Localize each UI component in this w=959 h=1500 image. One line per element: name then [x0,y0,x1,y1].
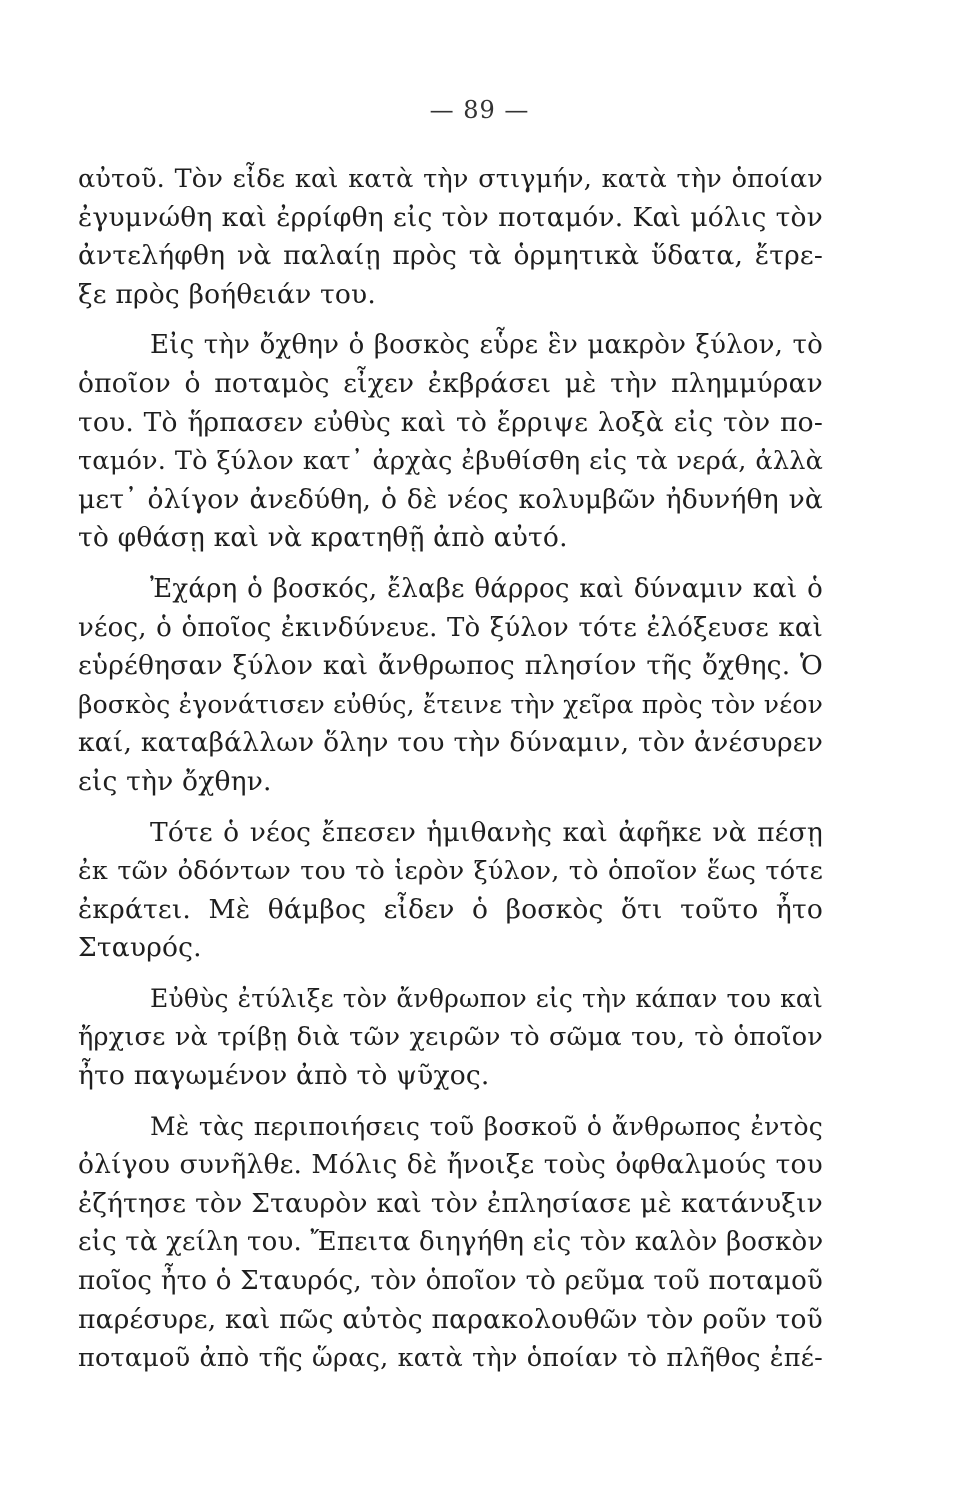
text-line: ποῖος ἦτο ὁ Σταυρός, τὸν ὁποῖον τὸ ρεῦμα τοῦ ποταμοῦ [78,1266,823,1297]
text-line: Τότε ὁ νέος ἔπεσεν ἡμιθανὴς καὶ ἀφῆκε νὰ πέσῃ [150,816,823,848]
text-line: παρέσυρε, καὶ πῶς αὐτὸς παρακολουθῶν τὸν ροῦν τοῦ [78,1303,823,1335]
paragraph [78,160,823,314]
text-line: ἐκράτει. Μὲ θάμβος εἶδεν ὁ βοσκὸς ὅτι τοῦτο ἦτο [78,893,823,925]
body-text [78,160,823,1378]
text-line: ἀντελήφθη νὰ παλαίῃ πρὸς τὰ ὁρμητικὰ ὕδατα, ἔτρε- [78,240,823,272]
text-line: τὸ φθάσῃ καὶ νὰ κρατηθῇ ἀπὸ αὐτό. [78,522,568,554]
text-line: Εἰς τὴν ὄχθην ὁ βοσκὸς εὗρε ἓν μακρὸν ξύλον, τὸ [150,330,823,361]
paragraph [78,326,823,558]
text-line: εἰς τὴν ὄχθην. [78,765,272,797]
text-line: καί, καταβάλλων ὅλην του τὴν δύναμιν, τὸν ἀνέσυρεν [78,727,823,759]
text-line: ἤρχισε νὰ τρίβῃ διὰ τῶν χειρῶν τὸ σῶμα του, τὸ ὁποῖον [78,1022,823,1053]
paragraph [78,570,823,802]
text-line: ξε πρὸς βοήθειάν του. [78,278,376,310]
text-line: ὁποῖον ὁ ποταμὸς εἶχεν ἐκβράσει μὲ τὴν πλημμύραν [78,367,823,399]
text-line: εἰς τὰ χείλη του. Ἔπειτα διηγήθη εἰς τὸν καλὸν βοσκὸν [78,1227,824,1258]
text-line: βοσκὸς ἐγονάτισεν εὐθύς, ἔτεινε τὴν χεῖρα πρὸς τὸν νέον [78,689,823,719]
page-number: — 89 — [429,96,530,124]
text-line: αὐτοῦ. Τὸν εἶδε καὶ κατὰ τὴν στιγμήν, κατὰ τὴν ὁποίαν [78,164,823,194]
text-line: ἐζήτησε τὸν Σταυρὸν καὶ τὸν ἐπλησίασε μὲ κατάνυξιν [78,1187,823,1219]
paragraph [78,1108,823,1378]
text-line: ὀλίγου συνῆλθε. Μόλις δὲ ἤνοιξε τοὺς ὀφθαλμούς του [78,1149,823,1181]
text-line: μετ᾽ ὀλίγον ἀνεδύθη, ὁ δὲ νέος κολυμβῶν ἠδυνήθη νὰ [78,483,823,515]
text-line: ἐγυμνώθη καὶ ἐρρίφθη εἰς τὸν ποταμόν. Καὶ μόλις τὸν [78,201,823,233]
text-line: ἐκ τῶν ὀδόντων του τὸ ἱερὸν ξύλον, τὸ ὁποῖον ἕως τότε [78,856,823,887]
text-line: νέος, ὁ ὁποῖος ἐκινδύνευε. Τὸ ξύλον τότε ἐλόξευσε καὶ [78,612,823,643]
text-line: Σταυρός. [78,932,202,964]
paragraph [78,814,823,968]
text-line: ποταμοῦ ἀπὸ τῆς ὥρας, κατὰ τὴν ὁποίαν τὸ πλῆθος ἐπέ- [78,1343,823,1374]
text-line: εὑρέθησαν ξύλον καὶ ἄνθρωπος πλησίον τῆς ὄχθης. Ὁ [78,650,823,682]
text-line: ἦτο παγωμένον ἀπὸ τὸ ψῦχος. [78,1060,490,1092]
text-line: του. Τὸ ἥρπασεν εὐθὺς καὶ τὸ ἔρριψε λοξὰ εἰς τὸν πο- [78,406,823,438]
paragraph [78,980,823,1096]
text-line: Μὲ τὰς περιποιήσεις τοῦ βοσκοῦ ὁ ἄνθρωπος ἐντὸς [150,1111,823,1141]
text-line: Εὐθὺς ἐτύλιξε τὸν ἄνθρωπον εἰς τὴν κάπαν του καὶ [150,983,823,1013]
text-line: ταμόν. Τὸ ξύλον κατ᾽ ἀρχὰς ἐβυθίσθη εἰς τὰ νερά, ἀλλὰ [78,446,823,477]
text-line: Ἐχάρη ὁ βοσκός, ἔλαβε θάρρος καὶ δύναμιν καὶ ὁ [150,573,823,604]
